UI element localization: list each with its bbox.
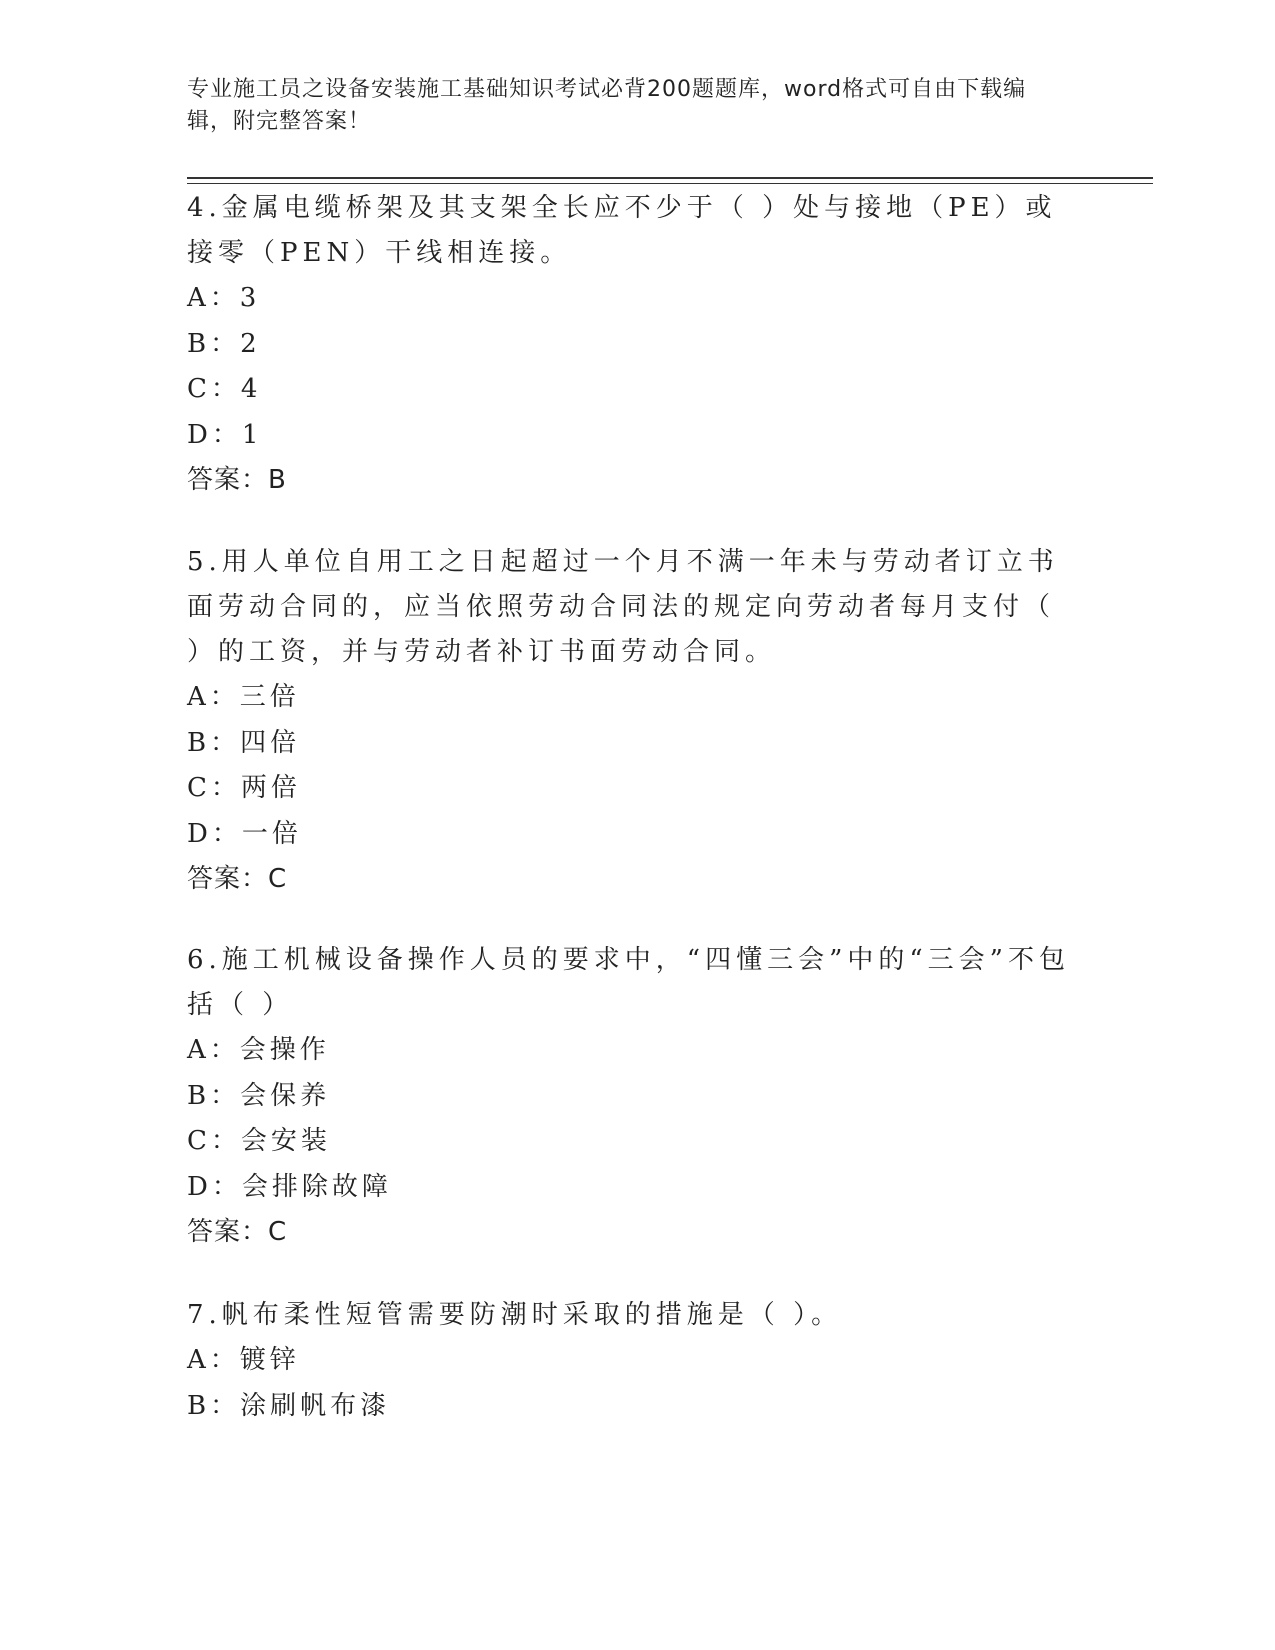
header-divider-thin xyxy=(187,183,1153,184)
question-stem: 6.施工机械设备操作人员的要求中，“四懂三会”中的“三会”不包括（ ） xyxy=(187,945,1070,1020)
question-item xyxy=(187,186,1077,503)
option-b: B：四倍 xyxy=(187,727,301,758)
option-a: A：三倍 xyxy=(187,682,300,712)
option-c: C：会安装 xyxy=(187,1126,331,1156)
question-stem: 4.金属电缆桥架及其支架全长应不少于（ ）处与接地（PE）或接零（PEN）干线相连接。 xyxy=(187,193,1057,268)
document-header: 专业施工员之设备安装施工基础知识考试必背200题题库，word格式可自由下载编辑，附完整答案！ xyxy=(187,77,1027,134)
question-item xyxy=(187,1293,1077,1429)
option-b: B：会保养 xyxy=(187,1080,331,1111)
option-d: D：一倍 xyxy=(187,818,302,849)
answer-line: 答案：C xyxy=(187,1217,288,1247)
header-divider-thick xyxy=(187,177,1153,179)
question-item xyxy=(187,938,1077,1255)
question-item xyxy=(187,540,1077,902)
option-d: D：会排除故障 xyxy=(187,1171,392,1202)
option-a: A：3 xyxy=(187,283,261,313)
option-a: A：会操作 xyxy=(187,1035,330,1065)
option-b: B：涂刷帆布漆 xyxy=(187,1390,391,1421)
option-a: A：镀锌 xyxy=(187,1345,300,1375)
option-c: C：4 xyxy=(187,374,262,404)
question-stem: 5.用人单位自用工之日起超过一个月不满一年未与劳动者订立书面劳动合同的，应当依照劳动合同法的规定向劳动者每月支付（ ）的工资，并与劳动者补订书面劳动合同。 xyxy=(187,547,1059,667)
answer-line: 答案：C xyxy=(187,864,288,894)
option-c: C：两倍 xyxy=(187,773,301,803)
option-b: B：2 xyxy=(187,328,261,359)
option-d: D：1 xyxy=(187,419,263,450)
question-stem: 7.帆布柔性短管需要防潮时采取的措施是（ ）。 xyxy=(187,1300,843,1330)
answer-line: 答案：B xyxy=(187,465,287,495)
